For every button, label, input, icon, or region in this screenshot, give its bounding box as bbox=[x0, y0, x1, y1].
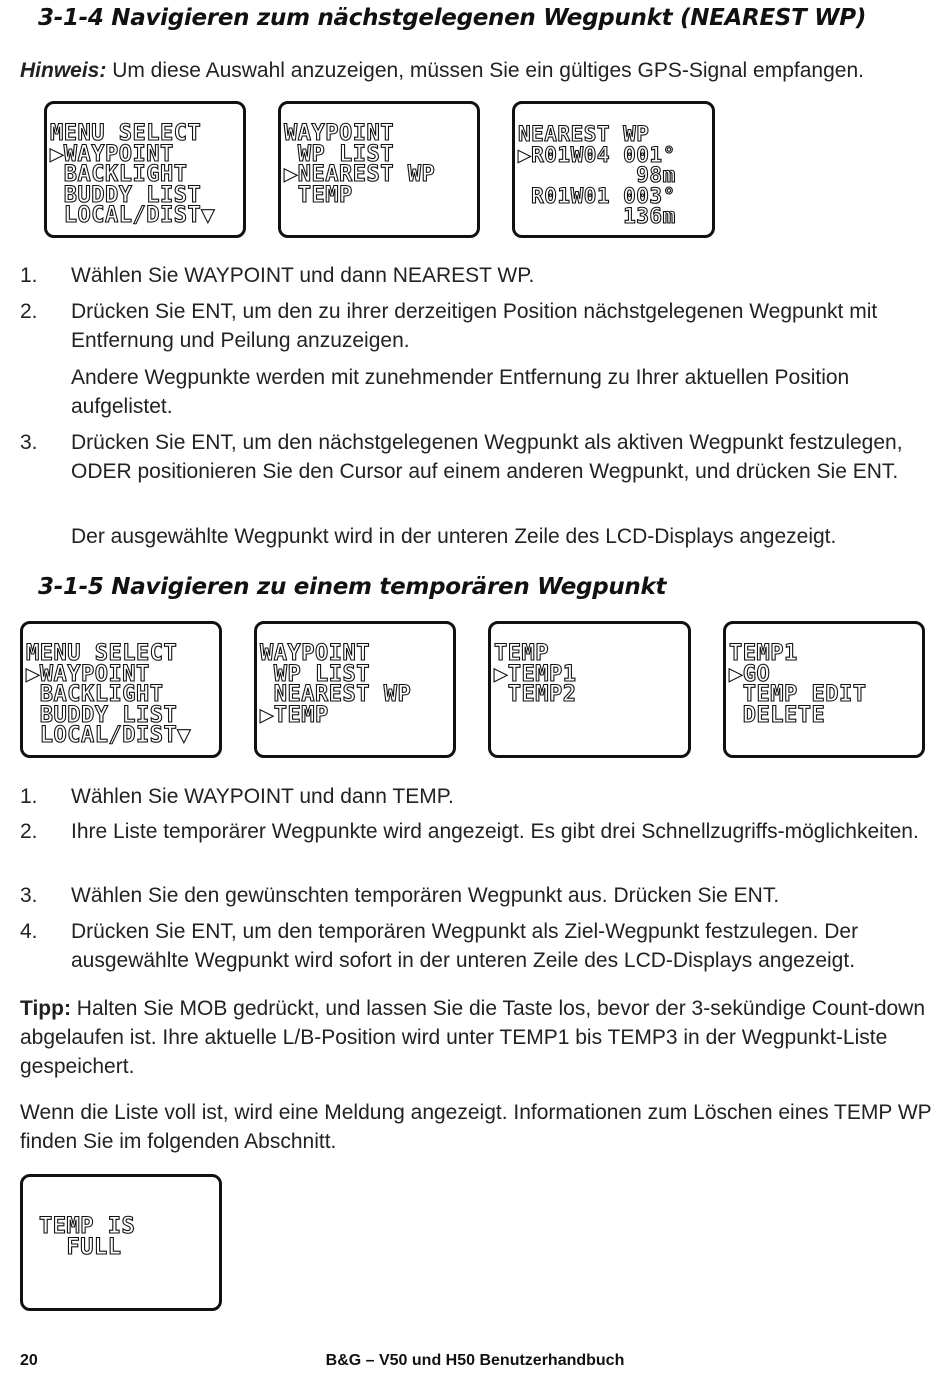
step-text: Der ausgewählte Wegpunkt wird in der unteren Zeile des LCD-Displays angezeigt. bbox=[71, 525, 837, 548]
lcd-screen-waypoint-menu bbox=[254, 621, 456, 758]
lcd-line: LOCAL/DIST▼ bbox=[26, 723, 191, 748]
lcd-line: WAYPOINT bbox=[284, 121, 394, 146]
note-label: Hinweis: bbox=[20, 59, 107, 82]
page-number: 20 bbox=[20, 1352, 38, 1369]
lcd-line: MENU SELECT bbox=[26, 641, 178, 666]
lcd-line: TEMP bbox=[494, 641, 549, 666]
lcd-screen-temp-full bbox=[20, 1174, 222, 1311]
step-number: 3. bbox=[20, 431, 38, 454]
lcd-line: ▶R01W04 001° bbox=[518, 143, 676, 167]
note-paragraph bbox=[20, 56, 932, 85]
lcd-screen-menu-select bbox=[44, 101, 246, 238]
tip-paragraph bbox=[20, 994, 932, 1081]
step-number: 3. bbox=[20, 884, 38, 907]
lcd-line: BUDDY LIST bbox=[26, 703, 178, 728]
lcd-line: WP LIST bbox=[284, 142, 394, 167]
lcd-line: ▶WAYPOINT bbox=[50, 142, 174, 167]
lcd-line: ▶NEAREST WP bbox=[284, 162, 436, 187]
lcd-line: DELETE bbox=[729, 703, 826, 728]
step-number: 1. bbox=[20, 264, 38, 287]
lcd-screen-nearest-wp bbox=[512, 101, 715, 238]
tip-text: Halten Sie MOB gedrückt, und lassen Sie die Taste los, bevor der 3-sekündige Count-down abgelaufen ist. Ihre aktuelle L/B-Position wird unter TEMP1 bis TEMP3 in der Wegpunkt-Liste gespeichert. bbox=[20, 997, 926, 1078]
lcd-line: TEMP IS bbox=[39, 1214, 136, 1239]
step-number: 4. bbox=[20, 920, 38, 943]
lcd-line: ▶GO bbox=[729, 662, 771, 687]
lcd-line: 98m bbox=[518, 163, 676, 187]
lcd-line: BACKLIGHT bbox=[26, 682, 164, 707]
step-number: 1. bbox=[20, 785, 38, 808]
section-heading-nearest-wp: 3-1-4 Navigieren zum nächstgelegenen Wegpunkt (NEAREST WP) bbox=[38, 5, 867, 31]
lcd-screen-temp1-options bbox=[723, 621, 925, 758]
lcd-line: WP LIST bbox=[260, 662, 370, 687]
lcd-line: ▶TEMP1 bbox=[494, 662, 577, 687]
tip-label: Tipp: bbox=[20, 997, 71, 1020]
section-heading-temp-wp: 3-1-5 Navigieren zu einem temporären Wegpunkt bbox=[38, 574, 667, 600]
lcd-line: TEMP1 bbox=[729, 641, 798, 666]
lcd-line: TEMP bbox=[284, 183, 353, 208]
step-number: 2. bbox=[20, 820, 38, 843]
lcd-screen-temp-list bbox=[488, 621, 691, 758]
lcd-line: ▶TEMP bbox=[260, 703, 329, 728]
lcd-line: 136m bbox=[518, 204, 676, 228]
step-number: 2. bbox=[20, 300, 38, 323]
list-full-paragraph: Wenn die Liste voll ist, wird eine Meldung angezeigt. Informationen zum Löschen eines TEMP WP finden Sie im folgenden Abschnitt. bbox=[20, 1101, 932, 1153]
step-text: Andere Wegpunkte werden mit zunehmender Entfernung zu Ihrer aktuellen Position aufgelistet. bbox=[71, 366, 850, 418]
lcd-line: WAYPOINT bbox=[260, 641, 370, 666]
lcd-line: FULL bbox=[39, 1235, 122, 1260]
lcd-line: NEAREST WP bbox=[518, 122, 650, 146]
step-text: Wählen Sie WAYPOINT und dann NEAREST WP. bbox=[71, 264, 535, 287]
lcd-line: LOCAL/DIST▼ bbox=[50, 203, 215, 228]
step-text: Drücken Sie ENT, um den temporären Wegpunkt als Ziel-Wegpunkt festzulegen. Der ausgewählte Wegpunkt wird sofort in der unteren Zeile des LCD-Displays angezeigt. bbox=[71, 920, 859, 972]
lcd-line: MENU SELECT bbox=[50, 121, 202, 146]
lcd-line: R01W01 003° bbox=[518, 184, 676, 208]
lcd-line: BUDDY LIST bbox=[50, 183, 202, 208]
lcd-line: ▶WAYPOINT bbox=[26, 662, 150, 687]
lcd-line: BACKLIGHT bbox=[50, 162, 188, 187]
step-text: Drücken Sie ENT, um den nächstgelegenen Wegpunkt als aktiven Wegpunkt festzulegen, ODER positionieren Sie den Cursor auf einem anderen Wegpunkt, und drücken Sie ENT. bbox=[71, 431, 903, 483]
step-text: Wählen Sie WAYPOINT und dann TEMP. bbox=[71, 785, 454, 808]
lcd-line: TEMP EDIT bbox=[729, 682, 867, 707]
lcd-screen-menu-select bbox=[20, 621, 222, 758]
lcd-line: TEMP2 bbox=[494, 682, 577, 707]
step-text: Drücken Sie ENT, um den zu ihrer derzeitigen Position nächstgelegenen Wegpunkt mit Entfernung und Peilung anzuzeigen. bbox=[71, 300, 878, 352]
lcd-screen-waypoint-menu bbox=[278, 101, 480, 238]
lcd-line: NEAREST WP bbox=[260, 682, 412, 707]
footer-title: B&G – V50 und H50 Benutzerhandbuch bbox=[325, 1352, 625, 1369]
step-text: Wählen Sie den gewünschten temporären Wegpunkt aus. Drücken Sie ENT. bbox=[71, 884, 780, 907]
note-text: Um diese Auswahl anzuzeigen, müssen Sie ein gültiges GPS-Signal empfangen. bbox=[106, 59, 864, 82]
step-text: Ihre Liste temporärer Wegpunkte wird angezeigt. Es gibt drei Schnellzugriffs-möglichkeiten. bbox=[71, 820, 919, 843]
